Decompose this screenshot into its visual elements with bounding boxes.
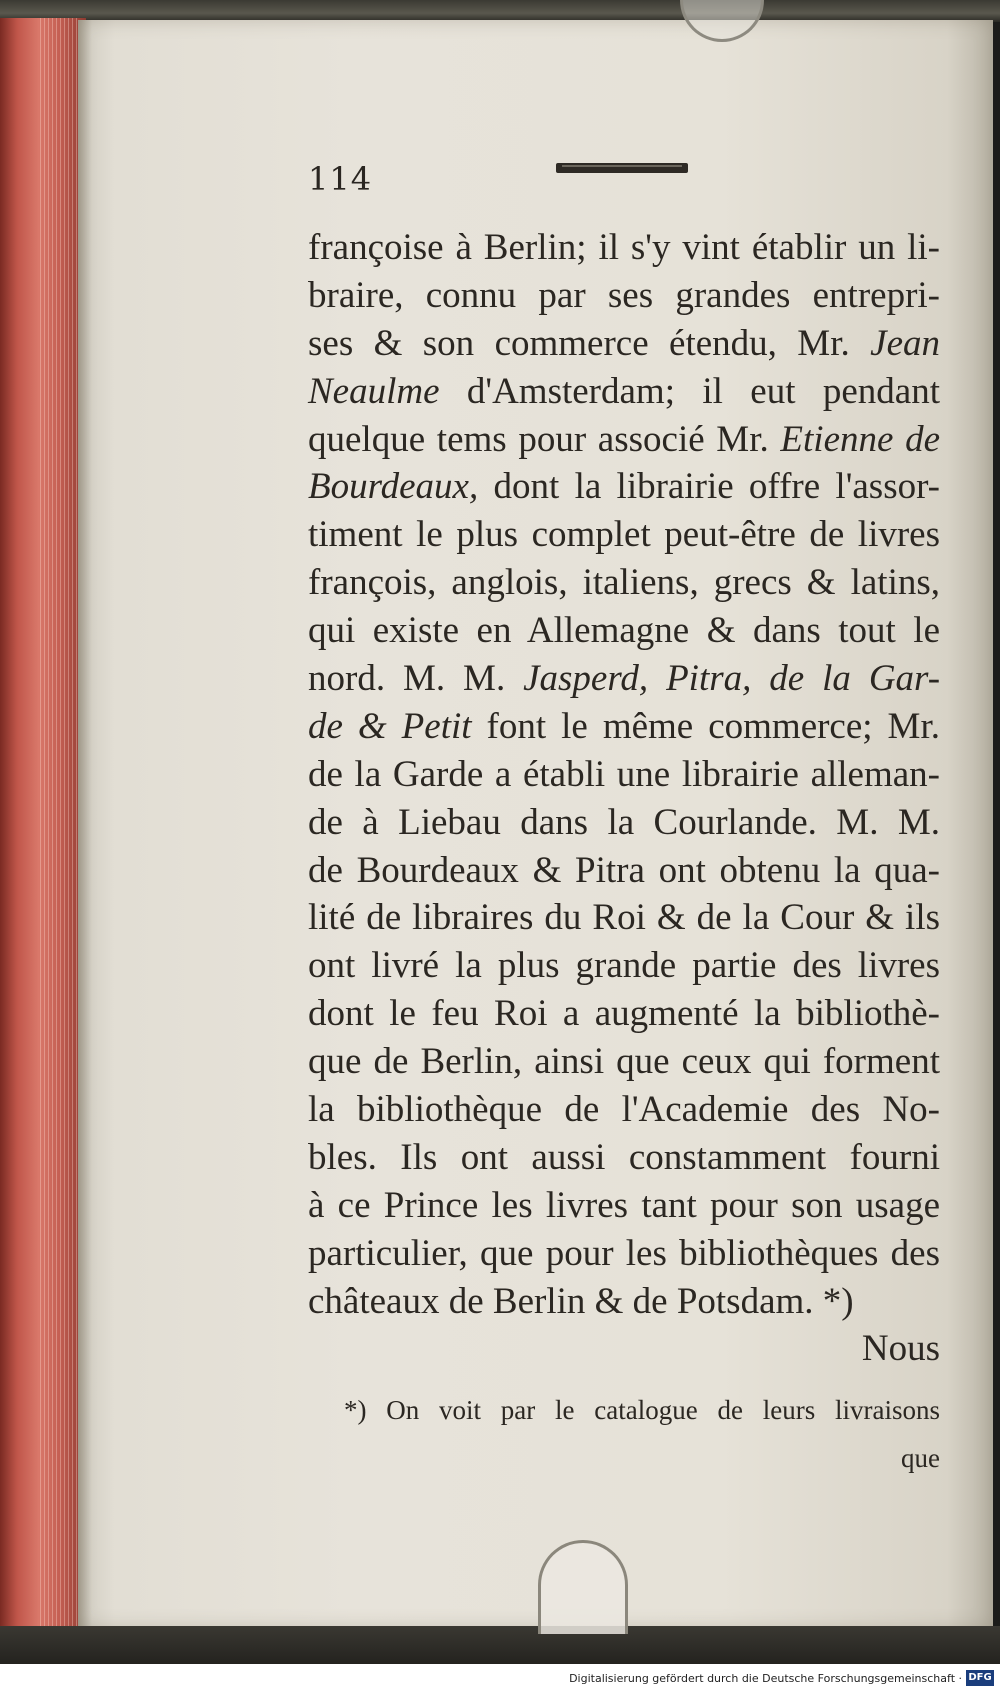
scan-bottom-border [0, 1626, 1000, 1664]
text-line: à ce Prince les livres tant pour son usage [308, 1184, 940, 1226]
text-line: châteaux de Berlin & de Potsdam. *) [308, 1280, 854, 1322]
text-line: de la Garde a établi une librairie alleman- [308, 753, 940, 795]
text-line: la bibliothèque de l'Academie des No- [308, 1089, 940, 1131]
book-page-edge-lines [40, 18, 80, 1630]
page-number: 114 [308, 160, 373, 198]
footnote-line: *) On voit par le catalogue de leurs livraisons [344, 1395, 940, 1425]
text-line: de & Petit font le même commerce; Mr. [308, 705, 940, 747]
text-line: Bourdeaux, dont la librairie offre l'assor- [308, 466, 940, 508]
funding-credit: Digitalisierung gefördert durch die Deutsche Forschungsgemeinschaft · [569, 1672, 962, 1685]
text-line: de à Liebau dans la Courlande. M. M. [308, 801, 940, 843]
text-line: Neaulme d'Amsterdam; il eut pendant [308, 370, 940, 412]
dfg-logo: DFG [966, 1670, 994, 1686]
footnote [344, 1388, 940, 1484]
bottom-page-clip [538, 1540, 628, 1634]
scan-top-border [0, 0, 1000, 22]
text-line: braire, connu par ses grandes entrepri- [308, 274, 940, 316]
body-text [308, 224, 940, 1373]
text-line: lité de libraires du Roi & de la Cour & ils [308, 897, 940, 939]
text-line: qui existe en Allemagne & dans tout le [308, 610, 940, 652]
text-line: bles. Ils ont aussi constamment fourni [308, 1136, 940, 1178]
text-line: timent le plus complet peut-être de livres [308, 514, 940, 556]
page-gutter-shadow [78, 20, 92, 1628]
text-line: quelque tems pour associé Mr. Etienne de [308, 418, 940, 460]
footnote-catchword: que [901, 1442, 940, 1473]
text-line: ont livré la plus grande partie des livres [308, 945, 940, 987]
text-line: dont le feu Roi a augmenté la bibliothè- [308, 993, 940, 1035]
text-line: françois, anglois, italiens, grecs & latins, [308, 562, 940, 604]
text-line: particulier, que pour les bibliothèques des [308, 1232, 940, 1274]
header-ornament-rule [556, 163, 688, 173]
text-line: de Bourdeaux & Pitra ont obtenu la qua- [308, 849, 940, 891]
text-line: ses & son commerce étendu, Mr. Jean [308, 322, 940, 364]
text-line: que de Berlin, ainsi que ceux qui forment [308, 1041, 940, 1083]
text-line: françoise à Berlin; il s'y vint établir un li- [308, 227, 940, 268]
catchword: Nous [861, 1328, 940, 1370]
text-line: nord. M. M. Jasperd, Pitra, de la Gar- [308, 658, 941, 700]
